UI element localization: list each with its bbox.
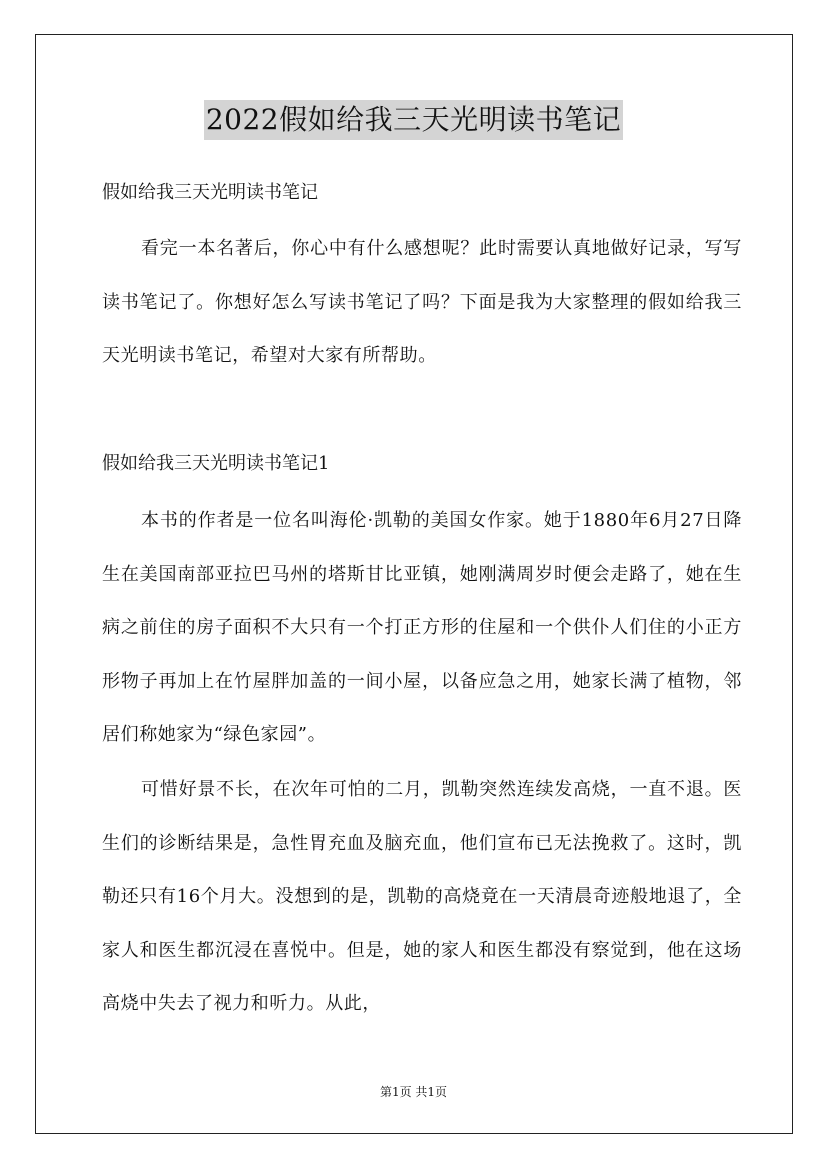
section-heading-1: 假如给我三天光明读书笔记1 [102,453,330,474]
page-footer: 第1页 共1页 [379,1085,448,1099]
intro-subtitle: 假如给我三天光明读书笔记 [102,182,318,203]
title-container [0,100,827,140]
section-1-paragraph-1: 本书的作者是一位名叫海伦·凯勒的美国女作家。她于1880年6月27日降生在美国南部亚拉巴马州的塔斯甘比亚镇，她刚满周岁时便会走路了，她在生病之前住的房子面积不大只有一个打正方形的住屋和一个供仆人们住的小正方形物子再加上在竹屋胖加盖的一间小屋，以备应急之用，她家长满了植物，邻居们称她家为“绿色家园”。 [102,510,742,745]
section-1-paragraph-2: 可惜好景不长，在次年可怕的二月，凯勒突然连续发高烧，一直不退。医生们的诊断结果是，急性胃充血及脑充血，他们宣布已无法挽救了。这时，凯勒还只有16个月大。没想到的是，凯勒的高烧竟在一天清晨奇迹般地退了，全家人和医生都沉浸在喜悦中。但是，她的家人和医生都没有察觉到，他在这场高烧中失去了视力和听力。从此， [102,779,742,1014]
intro-paragraph: 看完一本名著后，你心中有什么感想呢？此时需要认真地做好记录，写写读书笔记了。你想好怎么写读书笔记了吗？下面是我为大家整理的假如给我三天光明读书笔记，希望对大家有所帮助。 [102,238,742,366]
document-title: 2022假如给我三天光明读书笔记 [204,100,623,140]
